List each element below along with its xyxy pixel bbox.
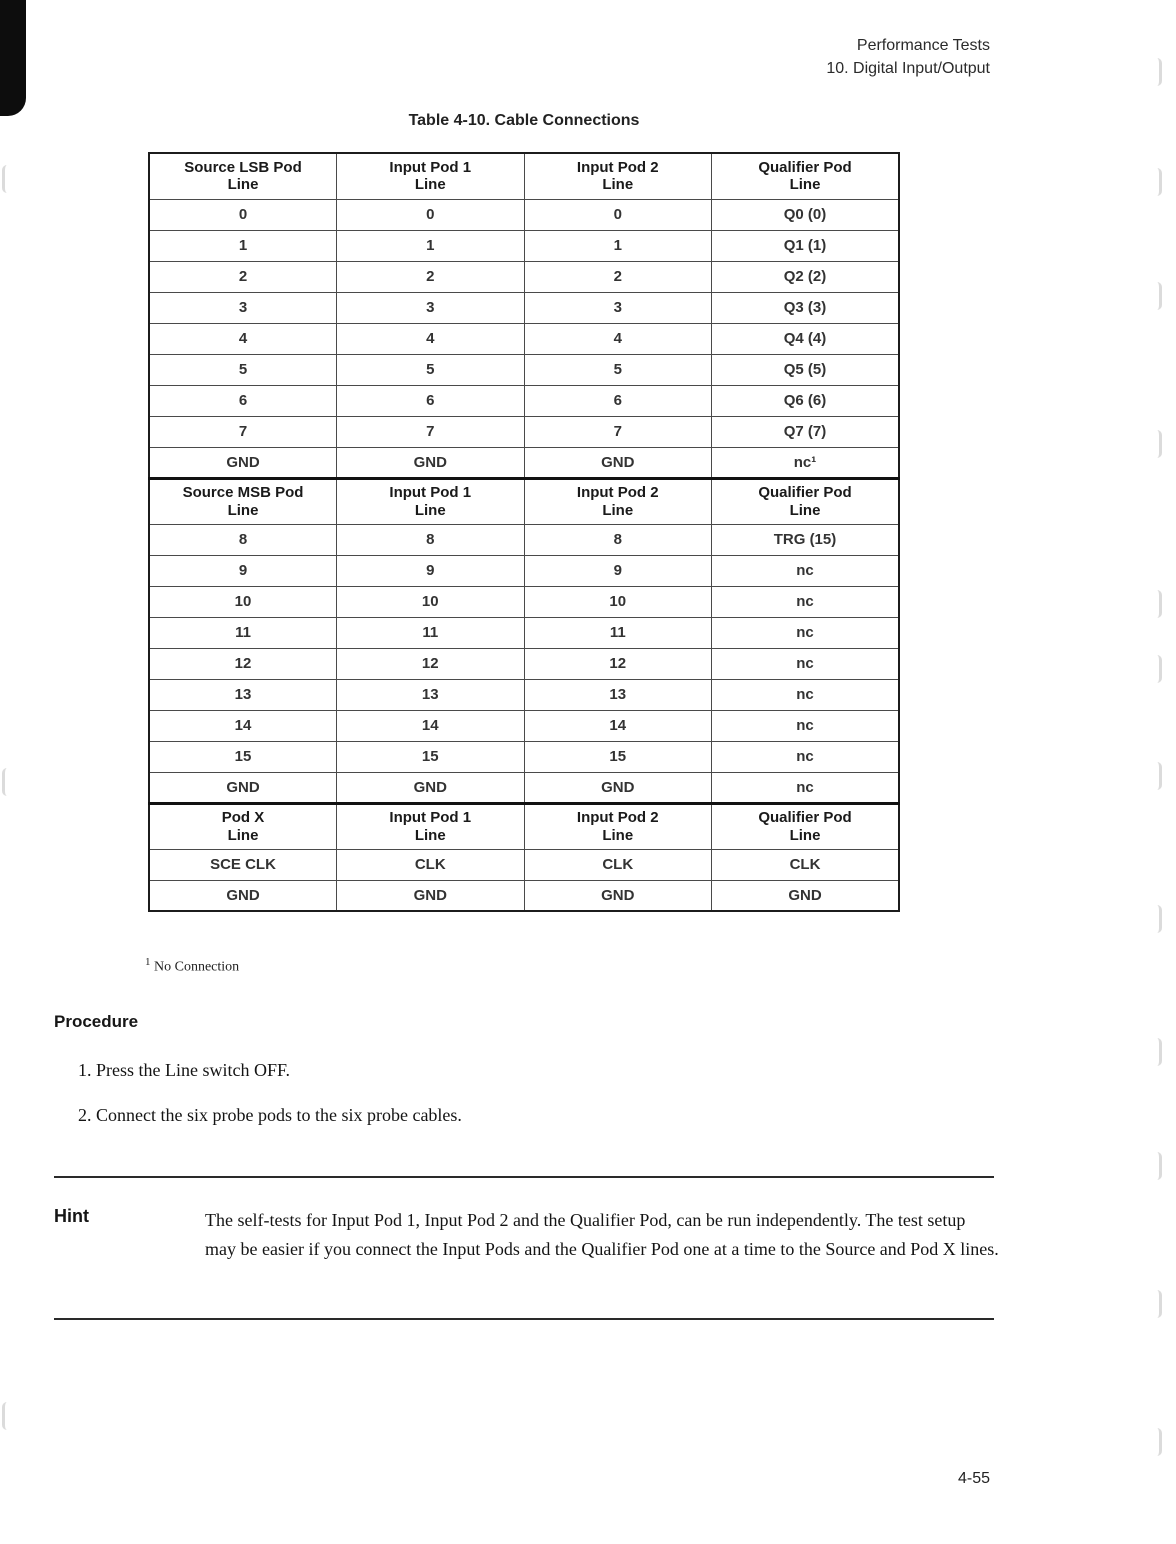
section-header-row xyxy=(149,803,899,849)
table-cell: nc xyxy=(712,586,900,617)
table-row xyxy=(149,354,899,385)
table-cell: 8 xyxy=(524,524,712,555)
table-title: Table 4-10. Cable Connections xyxy=(408,112,640,129)
table-cell: 2 xyxy=(524,261,712,292)
scan-edge-artifact xyxy=(2,165,7,193)
horizontal-rule-top xyxy=(54,1176,994,1178)
table-cell: nc xyxy=(712,648,900,679)
table-cell: 12 xyxy=(149,648,337,679)
table-cell: Q3 (3) xyxy=(712,292,900,323)
hint-text: The self-tests for Input Pod 1, Input Pod 2 and the Qualifier Pod, can be run independently. The test setup may be easier if you connect the Input Pods and the Qualifier Pod one at a time to the Source and Pod X lines. xyxy=(205,1210,999,1259)
table-cell: 13 xyxy=(149,679,337,710)
table-cell: nc xyxy=(712,772,900,803)
table-cell: TRG (15) xyxy=(712,524,900,555)
table-cell: 1 xyxy=(337,230,525,261)
table-cell: 8 xyxy=(337,524,525,555)
scan-edge-artifact xyxy=(1157,590,1162,618)
table-cell: 12 xyxy=(337,648,525,679)
scan-edge-artifact xyxy=(1157,1152,1162,1180)
table-cell: 6 xyxy=(337,385,525,416)
table-cell: 6 xyxy=(524,385,712,416)
table-cell: 15 xyxy=(337,741,525,772)
table-row xyxy=(149,772,899,803)
page-header-line2: 10. Digital Input/Output xyxy=(826,60,990,78)
table-row xyxy=(149,292,899,323)
table-cell: 7 xyxy=(524,416,712,447)
table-row xyxy=(149,617,899,648)
scan-edge-artifact xyxy=(1157,905,1162,933)
table-cell: 5 xyxy=(337,354,525,385)
table-cell: 1 xyxy=(149,230,337,261)
scan-edge-artifact xyxy=(1157,168,1162,196)
scan-edge-artifact xyxy=(1157,1038,1162,1066)
table-cell: 10 xyxy=(337,586,525,617)
table-cell: 3 xyxy=(149,292,337,323)
table-cell: Q5 (5) xyxy=(712,354,900,385)
cable-connections-table xyxy=(148,152,900,912)
table-row xyxy=(149,261,899,292)
table-cell: 10 xyxy=(524,586,712,617)
table-row xyxy=(149,880,899,911)
table-cell: nc xyxy=(712,555,900,586)
table-cell: nc xyxy=(712,617,900,648)
table-cell: 11 xyxy=(149,617,337,648)
table-cell: nc xyxy=(712,710,900,741)
table-cell: 13 xyxy=(337,679,525,710)
table-cell: 11 xyxy=(337,617,525,648)
table-cell: 14 xyxy=(149,710,337,741)
table-cell: 1 xyxy=(524,230,712,261)
table-cell: SCE CLK xyxy=(149,849,337,880)
procedure-step-2: 2. Connect the six probe pods to the six probe cables. xyxy=(78,1105,462,1125)
table-cell: GND xyxy=(524,772,712,803)
section-header-row xyxy=(149,478,899,524)
table-row xyxy=(149,648,899,679)
table-cell: 9 xyxy=(524,555,712,586)
table-cell: Q2 (2) xyxy=(712,261,900,292)
horizontal-rule-bottom xyxy=(54,1318,994,1320)
table-row xyxy=(149,199,899,230)
table-row xyxy=(149,741,899,772)
table-row xyxy=(149,447,899,478)
column-header: Qualifier Pod Line xyxy=(712,803,900,849)
table-cell: 2 xyxy=(149,261,337,292)
table-cell: 7 xyxy=(149,416,337,447)
table-cell: 14 xyxy=(337,710,525,741)
procedure-heading: Procedure xyxy=(54,1012,139,1031)
table-cell: GND xyxy=(337,447,525,478)
scan-edge-artifact xyxy=(1157,58,1162,86)
column-header: Input Pod 1 Line xyxy=(337,153,525,199)
table-cell: 0 xyxy=(337,199,525,230)
procedure-step-1: 1. Press the Line switch OFF. xyxy=(78,1060,291,1080)
table-cell: GND xyxy=(524,447,712,478)
table-cell: 3 xyxy=(337,292,525,323)
table-row xyxy=(149,555,899,586)
column-header: Source LSB Pod Line xyxy=(149,153,337,199)
table-row xyxy=(149,323,899,354)
table-cell: Q6 (6) xyxy=(712,385,900,416)
table-cell: GND xyxy=(337,880,525,911)
column-header: Qualifier Pod Line xyxy=(712,153,900,199)
table-cell: 13 xyxy=(524,679,712,710)
table-footnote xyxy=(145,956,239,976)
column-header: Pod X Line xyxy=(149,803,337,849)
scan-edge-artifact xyxy=(1157,282,1162,310)
page-number: 4-55 xyxy=(957,1470,990,1487)
scan-edge-artifact xyxy=(1157,430,1162,458)
table-cell: CLK xyxy=(337,849,525,880)
column-header: Input Pod 2 Line xyxy=(524,803,712,849)
table-cell: 2 xyxy=(337,261,525,292)
table-cell: nc xyxy=(712,679,900,710)
table-cell: CLK xyxy=(524,849,712,880)
page-header-line1: Performance Tests xyxy=(856,37,990,54)
scan-edge-artifact xyxy=(1157,1428,1162,1456)
table-cell: 14 xyxy=(524,710,712,741)
table-cell: nc¹ xyxy=(712,447,900,478)
section-header-row xyxy=(149,153,899,199)
table-cell: 4 xyxy=(337,323,525,354)
table-cell: 3 xyxy=(524,292,712,323)
table-row xyxy=(149,586,899,617)
scan-edge-artifact xyxy=(1157,762,1162,790)
table-cell: 5 xyxy=(149,354,337,385)
column-header: Input Pod 1 Line xyxy=(337,478,525,524)
scan-corner-artifact xyxy=(0,0,26,116)
column-header: Source MSB Pod Line xyxy=(149,478,337,524)
column-header: Input Pod 1 Line xyxy=(337,803,525,849)
table-cell: 11 xyxy=(524,617,712,648)
table-cell: 0 xyxy=(524,199,712,230)
table-row xyxy=(149,524,899,555)
footnote-marker: 1 xyxy=(145,956,151,968)
table-row xyxy=(149,385,899,416)
table-cell: nc xyxy=(712,741,900,772)
column-header: Qualifier Pod Line xyxy=(712,478,900,524)
table-cell: 4 xyxy=(149,323,337,354)
table-cell: 5 xyxy=(524,354,712,385)
table-cell: 15 xyxy=(149,741,337,772)
table-cell: GND xyxy=(149,772,337,803)
table-cell: GND xyxy=(149,447,337,478)
footnote-text: No Connection xyxy=(154,959,240,975)
table-row xyxy=(149,679,899,710)
table-cell: 8 xyxy=(149,524,337,555)
table-cell: Q7 (7) xyxy=(712,416,900,447)
table-cell: CLK xyxy=(712,849,900,880)
table-row xyxy=(149,710,899,741)
table-row xyxy=(149,416,899,447)
page-header xyxy=(826,34,990,80)
table-row xyxy=(149,849,899,880)
table-cell: 10 xyxy=(149,586,337,617)
table-cell: Q0 (0) xyxy=(712,199,900,230)
table-cell: 0 xyxy=(149,199,337,230)
column-header: Input Pod 2 Line xyxy=(524,478,712,524)
table-cell: GND xyxy=(149,880,337,911)
hint-label: Hint xyxy=(54,1206,89,1226)
table-row xyxy=(149,230,899,261)
table-cell: 12 xyxy=(524,648,712,679)
table-cell: GND xyxy=(712,880,900,911)
scan-edge-artifact xyxy=(1157,1290,1162,1318)
table-cell: 4 xyxy=(524,323,712,354)
scan-edge-artifact xyxy=(1157,655,1162,683)
table-cell: 7 xyxy=(337,416,525,447)
table-cell: 9 xyxy=(337,555,525,586)
table-cell: 9 xyxy=(149,555,337,586)
column-header: Input Pod 2 Line xyxy=(524,153,712,199)
table-cell: 6 xyxy=(149,385,337,416)
table-cell: Q1 (1) xyxy=(712,230,900,261)
table-cell: Q4 (4) xyxy=(712,323,900,354)
table-cell: 15 xyxy=(524,741,712,772)
scan-edge-artifact xyxy=(2,768,7,796)
table-cell: GND xyxy=(524,880,712,911)
table-cell: GND xyxy=(337,772,525,803)
scan-edge-artifact xyxy=(2,1402,7,1430)
